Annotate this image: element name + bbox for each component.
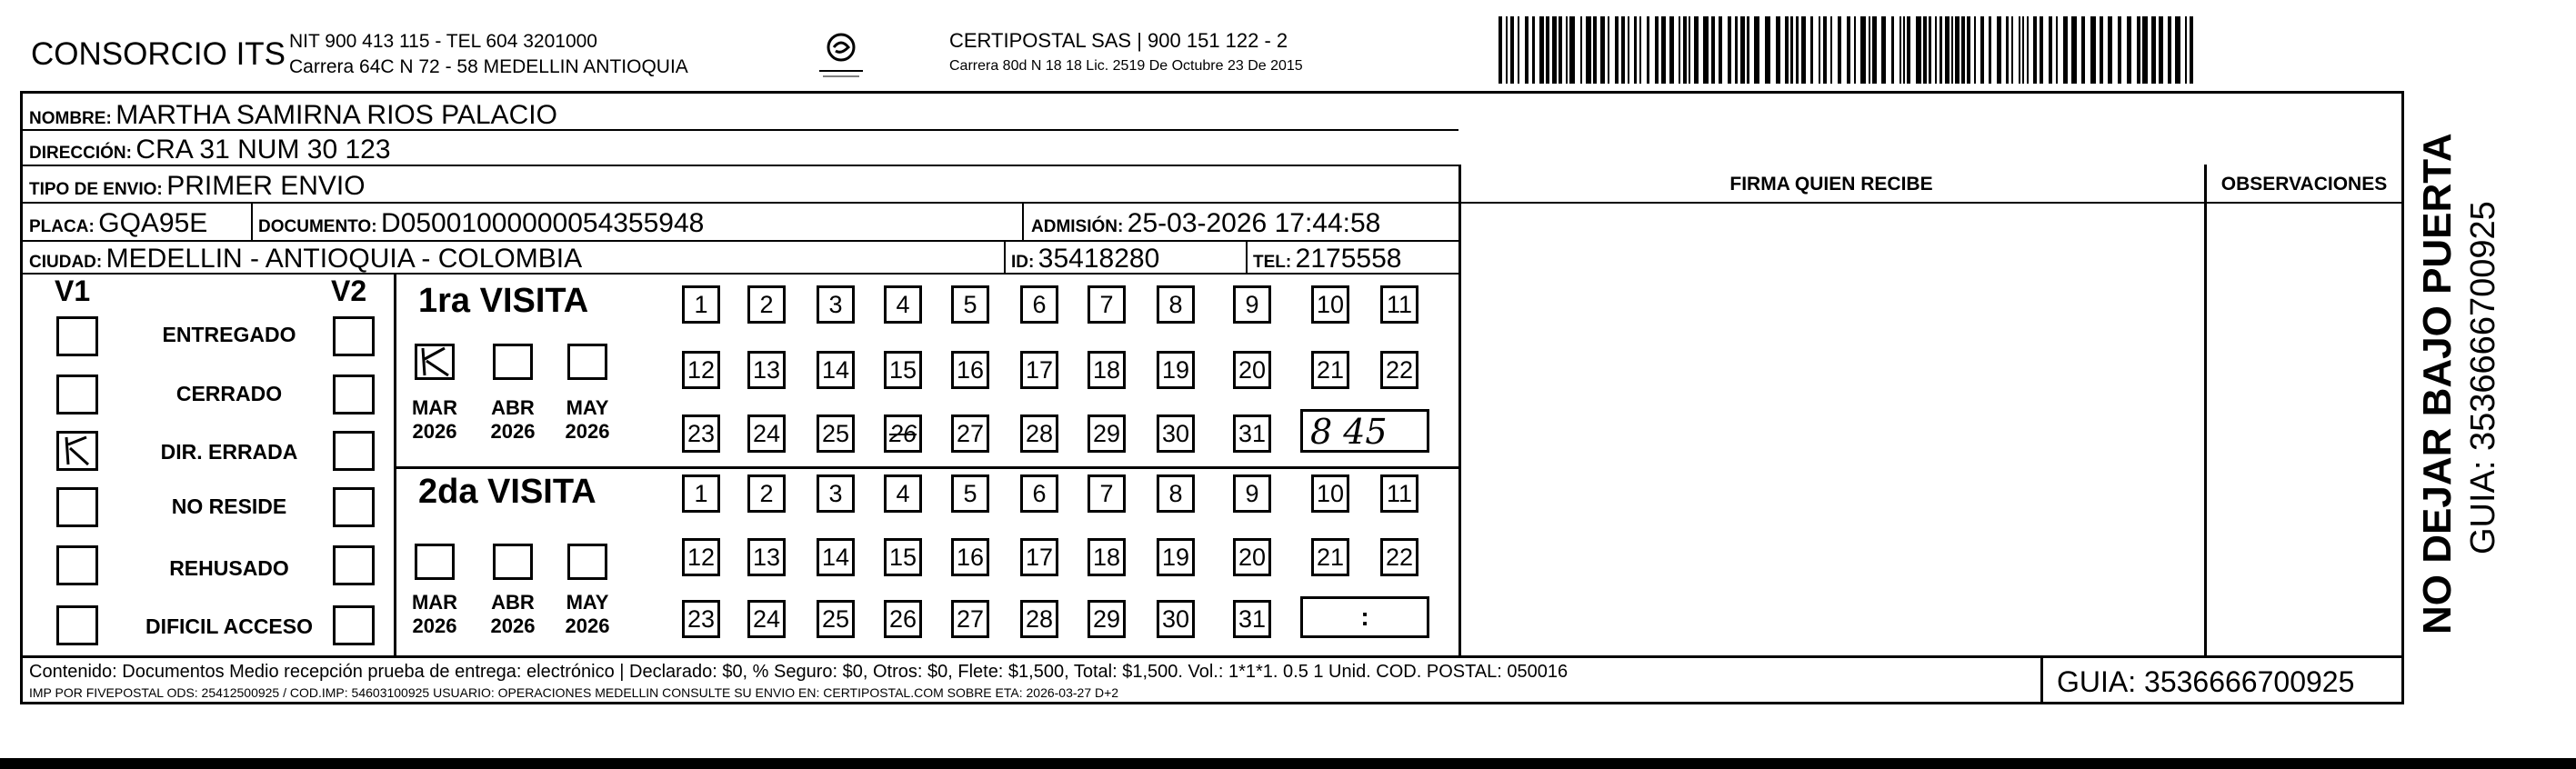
v2-dir-errada-checkbox[interactable] [333, 431, 375, 471]
barcode-bar [1819, 16, 1820, 84]
certipostal-logo [814, 27, 868, 82]
first-visit-day-14[interactable]: 14 [817, 351, 855, 389]
barcode-bar [1525, 16, 1529, 84]
month-name: MAY [566, 591, 609, 614]
handwritten-check-mark-icon [59, 434, 95, 468]
barcode-bar [1569, 16, 1575, 84]
second-visit-day-30[interactable]: 30 [1157, 600, 1195, 638]
second-visit-day-16[interactable]: 16 [951, 538, 989, 576]
barcode-bar [2071, 16, 2077, 84]
barcode-bar [1711, 16, 1715, 84]
barcode-bar [1945, 16, 1950, 84]
second-visit-day-28[interactable]: 28 [1020, 600, 1058, 638]
second-visit-day-25[interactable]: 25 [817, 600, 855, 638]
tel-value: 2175558 [1295, 244, 1402, 274]
barcode-bar [1935, 16, 1937, 84]
first-visit-title: 1ra VISITA [418, 282, 589, 320]
handwritten-time: 8 45 [1310, 412, 1388, 452]
month-year: 2026 [490, 420, 536, 443]
barcode-bar [1955, 16, 1960, 84]
second-visit-month-mar-label [403, 591, 466, 638]
month-year: 2026 [412, 420, 457, 443]
first-visit-day-16[interactable]: 16 [951, 351, 989, 389]
first-visit-day-9[interactable]: 9 [1233, 285, 1271, 324]
barcode-bar [1881, 16, 1886, 84]
first-visit-day-31[interactable]: 31 [1233, 414, 1271, 453]
first-visit-day-23[interactable]: 23 [682, 414, 720, 453]
certipostal-address: Carrera 80d N 18 18 Lic. 2519 De Octubre 23 De 2015 [949, 58, 1303, 74]
month-name: MAY [566, 396, 609, 419]
second-visit-day-24[interactable]: 24 [747, 600, 786, 638]
barcode-bar [2011, 16, 2013, 84]
barcode-bar [1552, 16, 1557, 84]
barcode-bar [1785, 16, 1789, 84]
month-year: 2026 [412, 614, 457, 637]
footer-guia: GUIA: 3536666700925 [2057, 665, 2355, 698]
first-visit-day-6[interactable]: 6 [1020, 285, 1058, 324]
certipostal-name: CERTIPOSTAL SAS | 900 151 122 - 2 [949, 29, 1288, 52]
barcode-bar [2168, 16, 2171, 84]
barcode-bar [1669, 16, 1674, 84]
status-rehusado: REHUSADO [169, 556, 289, 580]
first-visit-day-5[interactable]: 5 [951, 285, 989, 324]
barcode-bar [1647, 16, 1649, 84]
barcode-bar [2127, 16, 2131, 84]
page-edge [0, 758, 2576, 769]
barcode-bar [1810, 16, 1813, 84]
first-visit-day-17[interactable]: 17 [1020, 351, 1058, 389]
barcode-bar [2142, 16, 2148, 84]
firma-header: FIRMA QUIEN RECIBE [1729, 174, 1933, 195]
second-visit-time-box[interactable] [1300, 596, 1429, 638]
second-visit-day-29[interactable]: 29 [1088, 600, 1126, 638]
barcode-bar [1916, 16, 1921, 84]
v2-entregado-checkbox[interactable] [333, 316, 375, 356]
barcode-bar [2027, 16, 2029, 84]
second-visit-day-8[interactable]: 8 [1157, 474, 1195, 513]
barcode-bar [2033, 16, 2037, 84]
first-visit-day-11[interactable]: 11 [1380, 285, 1418, 324]
month-year: 2026 [565, 614, 610, 637]
second-visit-day-5[interactable]: 5 [951, 474, 989, 513]
observaciones-header: OBSERVACIONES [2220, 174, 2388, 195]
barcode-bar [1593, 16, 1597, 84]
first-visit-month-abr-label [481, 396, 545, 444]
first-visit-day-21[interactable]: 21 [1311, 351, 1349, 389]
barcode-bar [1600, 16, 1605, 84]
barcode-bar [1907, 16, 1910, 84]
barcode-bar [1689, 16, 1690, 84]
status-cerrado: CERRADO [175, 382, 283, 405]
direccion-value: CRA 31 NUM 30 123 [135, 135, 391, 165]
barcode-bar [2108, 16, 2112, 84]
v1-entregado-checkbox[interactable] [56, 316, 98, 356]
second-visit-day-31[interactable]: 31 [1233, 600, 1271, 638]
barcode-bar [2137, 16, 2140, 84]
barcode-bar [1765, 16, 1770, 84]
barcode-bar [1628, 16, 1629, 84]
first-visit-day-28[interactable]: 28 [1020, 414, 1058, 453]
second-visit-month-abr-label [481, 591, 545, 638]
status-entregado: ENTREGADO [162, 323, 296, 346]
barcode-bar [1634, 16, 1637, 84]
first-visit-day-2[interactable]: 2 [747, 285, 786, 324]
ciudad-value: MEDELLIN - ANTIOQUIA - COLOMBIA [105, 244, 583, 274]
second-visit-day-1[interactable]: 1 [682, 474, 720, 513]
barcode-bar [1694, 16, 1699, 84]
second-visit-month-may-checkbox[interactable] [567, 544, 607, 580]
company-address: Carrera 64C N 72 - 58 MEDELLIN ANTIOQUIA [289, 56, 688, 77]
first-visit-day-22[interactable]: 22 [1380, 351, 1418, 389]
barcode [1498, 16, 2204, 84]
second-visit-day-2[interactable]: 2 [747, 474, 786, 513]
second-visit-day-7[interactable]: 7 [1088, 474, 1126, 513]
first-visit-day-27[interactable]: 27 [951, 414, 989, 453]
barcode-bar [2081, 16, 2085, 84]
first-visit-day-1[interactable]: 1 [682, 285, 720, 324]
barcode-bar [1615, 16, 1619, 84]
documento-label: DOCUMENTO: [258, 217, 377, 236]
barcode-bar [1580, 16, 1582, 84]
barcode-bar [1940, 16, 1942, 84]
barcode-bar [2190, 16, 2193, 84]
first-visit-time-box[interactable] [1300, 409, 1429, 453]
placa-label: PLACA: [29, 217, 95, 236]
month-name: MAR [411, 591, 458, 614]
barcode-bar [1655, 16, 1659, 84]
barcode-bar [1796, 16, 1799, 84]
id-label: ID: [1011, 253, 1035, 272]
v1-cerrado-checkbox[interactable] [56, 375, 98, 414]
barcode-bar [1980, 16, 1984, 84]
second-visit-day-27[interactable]: 27 [951, 600, 989, 638]
barcode-bar [1854, 16, 1856, 84]
barcode-bar [1621, 16, 1625, 84]
time-placeholder: : [1360, 603, 1369, 631]
barcode-bar [1703, 16, 1709, 84]
second-visit-month-may-label [556, 591, 619, 638]
barcode-bar [2100, 16, 2103, 84]
barcode-bar [1903, 16, 1905, 84]
direccion-label: DIRECCIÓN: [29, 144, 132, 163]
second-visit-day-15[interactable]: 15 [884, 538, 922, 576]
barcode-bar [1559, 16, 1562, 84]
month-year: 2026 [565, 420, 610, 443]
admision-label: ADMISIÓN: [1031, 217, 1124, 236]
barcode-bar [1997, 16, 2001, 84]
barcode-bar [1608, 16, 1609, 84]
barcode-bar [1546, 16, 1549, 84]
barcode-bar [1754, 16, 1759, 84]
first-visit-day-18[interactable]: 18 [1088, 351, 1126, 389]
barcode-bar [1728, 16, 1731, 84]
barcode-bar [1860, 16, 1866, 84]
barcode-bar [1830, 16, 1832, 84]
first-visit-day-25[interactable]: 25 [817, 414, 855, 453]
barcode-bar [2151, 16, 2156, 84]
first-visit-day-15[interactable]: 15 [884, 351, 922, 389]
barcode-bar [1847, 16, 1850, 84]
barcode-bar [1899, 16, 1901, 84]
barcode-bar [1838, 16, 1841, 84]
barcode-bar [1747, 16, 1749, 84]
nombre-value: MARTHA SAMIRNA RIOS PALACIO [115, 100, 557, 130]
barcode-bar [1891, 16, 1894, 84]
first-visit-day-13[interactable]: 13 [747, 351, 786, 389]
barcode-bar [2175, 16, 2180, 84]
barcode-bar [1801, 16, 1806, 84]
first-visit-day-24[interactable]: 24 [747, 414, 786, 453]
barcode-bar [1498, 16, 1502, 84]
handwritten-check-mark-icon [417, 346, 452, 377]
nombre-label: NOMBRE: [29, 109, 112, 128]
first-visit-day-10[interactable]: 10 [1311, 285, 1349, 324]
no-dejar-bajo-puerta: NO DEJAR BAJO PUERTA [2415, 133, 2460, 634]
barcode-bar [1679, 16, 1680, 84]
second-visit-title: 2da VISITA [418, 473, 596, 511]
v1-dificil-acceso-checkbox[interactable] [56, 605, 98, 645]
barcode-bar [1989, 16, 1991, 84]
first-visit-month-mar-checkbox[interactable] [415, 344, 455, 380]
barcode-bar [1974, 16, 1976, 84]
barcode-bar [2063, 16, 2068, 84]
second-visit-day-17[interactable]: 17 [1020, 538, 1058, 576]
second-visit-day-23[interactable]: 23 [682, 600, 720, 638]
month-name: MAR [411, 396, 458, 419]
barcode-bar [1586, 16, 1591, 84]
second-visit-day-19[interactable]: 19 [1157, 538, 1195, 576]
barcode-bar [1506, 16, 1508, 84]
v2-no-reside-checkbox[interactable] [333, 487, 375, 527]
v1-rehusado-checkbox[interactable] [56, 545, 98, 585]
v2-rehusado-checkbox[interactable] [333, 545, 375, 585]
second-visit-day-10[interactable]: 10 [1311, 474, 1349, 513]
barcode-bar [1823, 16, 1827, 84]
barcode-bar [1961, 16, 1965, 84]
barcode-bar [2090, 16, 2096, 84]
first-visit-day-3[interactable]: 3 [817, 285, 855, 324]
id-value: 35418280 [1037, 244, 1160, 274]
second-visit-month-mar-checkbox[interactable] [415, 544, 455, 580]
second-visit-day-9[interactable]: 9 [1233, 474, 1271, 513]
month-name: ABR [491, 591, 535, 614]
first-visit-day-12[interactable]: 12 [682, 351, 720, 389]
v1-dir-errada-checkbox[interactable] [56, 431, 98, 471]
v2-cerrado-checkbox[interactable] [333, 375, 375, 414]
barcode-bar [2049, 16, 2052, 84]
barcode-bar [1566, 16, 1568, 84]
first-visit-day-26[interactable]: 26 [884, 414, 922, 453]
second-visit-day-20[interactable]: 20 [1233, 538, 1271, 576]
second-visit-day-22[interactable]: 22 [1380, 538, 1418, 576]
tel-label: TEL: [1253, 253, 1292, 272]
v2-label: V2 [331, 275, 367, 307]
imp-text: IMP POR FIVEPOSTAL ODS: 25412500925 / COD.IMP: 54603100925 USUARIO: OPERACIONES MEDELLIN CONSULTE SU ENVIO EN: CERTIPOSTAL.COM SOBRE ETA: 2026-03-27 D+2 [29, 685, 1119, 700]
barcode-bar [2022, 16, 2024, 84]
tipo-envio-value: PRIMER ENVIO [166, 171, 366, 201]
second-visit-day-18[interactable]: 18 [1088, 538, 1126, 576]
second-visit-day-13[interactable]: 13 [747, 538, 786, 576]
status-no-reside: NO RESIDE [171, 494, 287, 518]
ciudad-label: CIUDAD: [29, 253, 103, 272]
barcode-bar [2019, 16, 2020, 84]
barcode-bar [1735, 16, 1738, 84]
barcode-bar [2040, 16, 2043, 84]
first-visit-day-8[interactable]: 8 [1157, 285, 1195, 324]
barcode-bar [1776, 16, 1780, 84]
month-year: 2026 [490, 614, 536, 637]
barcode-bar [1923, 16, 1927, 84]
second-visit-day-12[interactable]: 12 [682, 538, 720, 576]
barcode-bar [2006, 16, 2009, 84]
first-visit-month-may-label [556, 396, 619, 444]
barcode-bar [2159, 16, 2163, 84]
first-visit-day-4[interactable]: 4 [884, 285, 922, 324]
second-visit-day-3[interactable]: 3 [817, 474, 855, 513]
barcode-bar [1510, 16, 1514, 84]
barcode-bar [2118, 16, 2121, 84]
contenido-text: Contenido: Documentos Medio recepción prueba de entrega: electrónico | Declarado: $0, % Seguro: $0, Otros: $0, Flete: $1,500, Total: $1,500. Vol.: 1*1*1. 0.5 1 Unid. COD. POSTAL: 050016 [29, 662, 1569, 682]
documento-value: D05001000000054355948 [381, 208, 705, 238]
status-dificil-acceso: DIFICIL ACCESO [145, 614, 313, 638]
barcode-bar [1951, 16, 1953, 84]
second-visit-day-14[interactable]: 14 [817, 538, 855, 576]
side-guia: GUIA: 3536666700925 [2464, 201, 2502, 554]
first-visit-day-7[interactable]: 7 [1088, 285, 1126, 324]
v1-label: V1 [55, 275, 91, 307]
second-visit-day-4[interactable]: 4 [884, 474, 922, 513]
v1-no-reside-checkbox[interactable] [56, 487, 98, 527]
barcode-bar [2185, 16, 2187, 84]
first-visit-month-abr-checkbox[interactable] [493, 344, 533, 380]
barcode-bar [1869, 16, 1870, 84]
placa-value: GQA95E [98, 208, 208, 238]
barcode-bar [1539, 16, 1544, 84]
status-dir-errada: DIR. ERRADA [160, 440, 298, 464]
second-visit-day-26[interactable]: 26 [884, 600, 922, 638]
first-visit-day-30[interactable]: 30 [1157, 414, 1195, 453]
barcode-bar [1967, 16, 1970, 84]
month-name: ABR [491, 396, 535, 419]
barcode-bar [1929, 16, 1931, 84]
barcode-bar [1518, 16, 1519, 84]
second-visit-month-abr-checkbox[interactable] [493, 544, 533, 580]
first-visit-day-20[interactable]: 20 [1233, 351, 1271, 389]
second-visit-day-21[interactable]: 21 [1311, 538, 1349, 576]
first-visit-month-mar-label [403, 396, 466, 444]
tipo-envio-label: TIPO DE ENVIO: [29, 180, 163, 199]
barcode-bar [1719, 16, 1722, 84]
barcode-bar [1639, 16, 1641, 84]
v2-dificil-acceso-checkbox[interactable] [333, 605, 375, 645]
second-visit-day-11[interactable]: 11 [1380, 474, 1418, 513]
company-name: CONSORCIO ITS [31, 36, 286, 72]
barcode-bar [1872, 16, 1877, 84]
company-nit: NIT 900 413 115 - TEL 604 3201000 [289, 31, 597, 52]
barcode-bar [2056, 16, 2058, 84]
first-visit-day-29[interactable]: 29 [1088, 414, 1126, 453]
barcode-bar [1790, 16, 1793, 84]
barcode-bar [1661, 16, 1666, 84]
second-visit-day-6[interactable]: 6 [1020, 474, 1058, 513]
barcode-bar [1683, 16, 1687, 84]
admision-value: 25-03-2026 17:44:58 [1127, 208, 1381, 238]
barcode-bar [1532, 16, 1535, 84]
first-visit-day-19[interactable]: 19 [1157, 351, 1195, 389]
first-visit-month-may-checkbox[interactable] [567, 344, 607, 380]
barcode-bar [1740, 16, 1745, 84]
